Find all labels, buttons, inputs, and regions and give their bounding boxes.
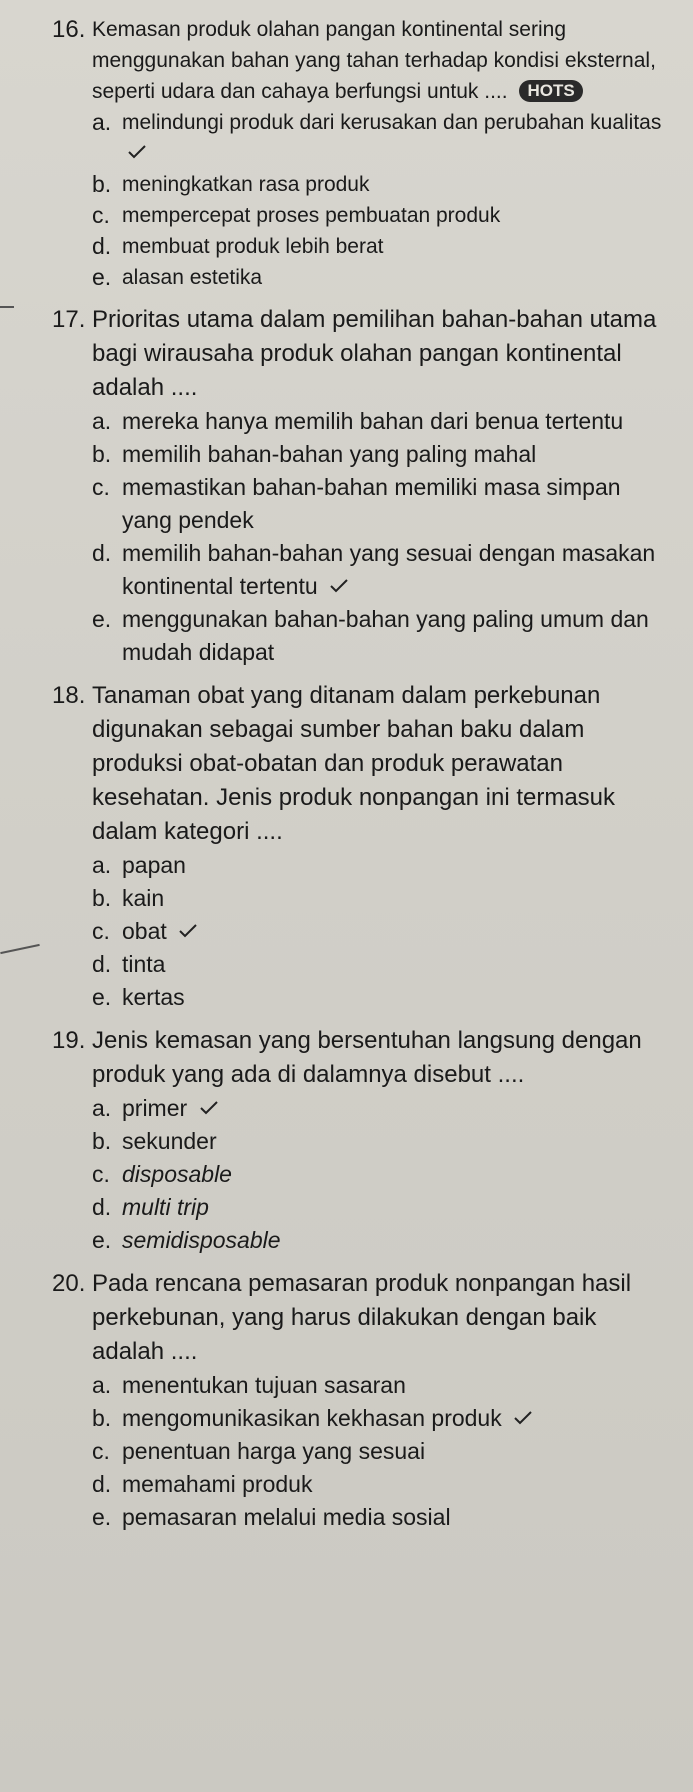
check-mark-icon [514,1411,532,1425]
option-text: kertas [122,984,185,1010]
option-letter: d. [92,1194,112,1220]
question-text: Kemasan produk olahan pangan kontinental sering menggunakan bahan yang tahan terhadap kondisi eksternal, seperti udara dan cahaya berfungsi untuk .... [92,18,656,103]
option-b [92,882,673,915]
options-list [92,107,673,293]
option-text: memilih bahan-bahan yang paling mahal [122,441,537,467]
question-number: 17. [52,306,86,333]
option-a [92,1369,673,1402]
option-letter: d. [92,540,112,566]
question-text: Prioritas utama dalam pemilihan bahan-bahan utama bagi wirausaha produk olahan pangan kontinental adalah .... [92,306,657,401]
options-list [92,849,673,1014]
option-c [92,1435,673,1468]
question-text: Jenis kemasan yang bersentuhan langsung dengan produk yang ada di dalamnya disebut .... [92,1027,642,1088]
option-text: disposable [122,1161,232,1187]
hots-badge: HOTS [519,80,582,102]
option-a [92,1092,673,1125]
question-number: 16. [52,16,86,43]
option-e [92,603,673,669]
option-letter: e. [92,1227,112,1253]
option-text: sekunder [122,1128,217,1154]
check-mark-icon [128,145,146,159]
option-b [92,169,673,200]
option-text: obat [122,918,167,944]
option-letter: c. [92,474,110,500]
option-text: pemasaran melalui media sosial [122,1504,451,1530]
option-text: membuat produk lebih berat [122,235,384,258]
option-letter: b. [92,441,112,467]
option-letter: e. [92,264,112,290]
option-b [92,1402,673,1435]
option-text: mempercepat proses pembuatan produk [122,204,501,227]
option-letter: e. [92,1504,112,1530]
option-text: semidisposable [122,1227,281,1253]
options-list [92,405,673,669]
option-d [92,1191,673,1224]
option-text: alasan estetika [122,266,263,289]
option-b [92,438,673,471]
option-letter: a. [92,1095,112,1121]
question-16 [52,14,673,293]
question-number: 20. [52,1270,86,1297]
check-mark-icon [179,924,197,938]
question-17 [52,303,673,669]
option-b [92,1125,673,1158]
option-letter: d. [92,233,112,259]
option-d [92,948,673,981]
margin-mark [0,944,40,954]
option-text: mereka hanya memilih bahan dari benua tertentu [122,408,624,434]
option-letter: d. [92,951,112,977]
option-text: meningkatkan rasa produk [122,173,370,196]
option-letter: e. [92,984,112,1010]
option-text: primer [122,1095,188,1121]
option-d [92,231,673,262]
option-a [92,849,673,882]
option-letter: c. [92,202,110,228]
options-list [92,1369,673,1534]
question-number: 19. [52,1027,86,1054]
option-c [92,1158,673,1191]
question-number: 18. [52,682,86,709]
option-letter: d. [92,1471,112,1497]
option-letter: c. [92,918,110,944]
option-letter: b. [92,885,112,911]
question-text: Pada rencana pemasaran produk nonpangan hasil perkebunan, yang harus dilakukan dengan baik adalah .... [92,1270,632,1365]
option-text: menggunakan bahan-bahan yang paling umum dan mudah didapat [122,606,649,665]
option-text: mengomunikasikan kekhasan produk [122,1405,502,1431]
option-letter: c. [92,1438,110,1464]
check-mark-icon [200,1101,218,1115]
option-text: kain [122,885,165,911]
option-letter: c. [92,1161,110,1187]
option-e [92,1224,673,1257]
option-letter: b. [92,1405,112,1431]
option-text: papan [122,852,186,878]
options-list [92,1092,673,1257]
option-text: memilih bahan-bahan yang sesuai dengan masakan kontinental tertentu [122,540,656,599]
option-text: memastikan bahan-bahan memiliki masa simpan yang pendek [122,474,621,533]
question-20 [52,1267,673,1534]
option-c [92,471,673,537]
option-text: melindungi produk dari kerusakan dan perubahan kualitas [122,111,662,134]
option-letter: b. [92,171,112,197]
option-e [92,262,673,293]
option-letter: e. [92,606,112,632]
option-e [92,981,673,1014]
option-c [92,200,673,231]
option-d [92,537,673,603]
option-text: menentukan tujuan sasaran [122,1372,406,1398]
check-mark-icon [330,579,348,593]
option-letter: a. [92,1372,112,1398]
option-e [92,1501,673,1534]
question-18 [52,679,673,1014]
question-19 [52,1024,673,1257]
option-letter: a. [92,408,112,434]
option-text: penentuan harga yang sesuai [122,1438,426,1464]
option-a [92,107,673,169]
option-letter: a. [92,852,112,878]
option-text: multi trip [122,1194,209,1220]
option-letter: b. [92,1128,112,1154]
option-d [92,1468,673,1501]
option-c [92,915,673,948]
question-text: Tanaman obat yang ditanam dalam perkebunan digunakan sebagai sumber bahan baku dalam produksi obat-obatan dan produk perawatan kesehatan. Jenis produk nonpangan ini termasuk dalam kategori .... [92,682,616,845]
option-a [92,405,673,438]
option-text: tinta [122,951,166,977]
option-text: memahami produk [122,1471,313,1497]
option-letter: a. [92,109,112,135]
margin-mark [0,306,14,308]
